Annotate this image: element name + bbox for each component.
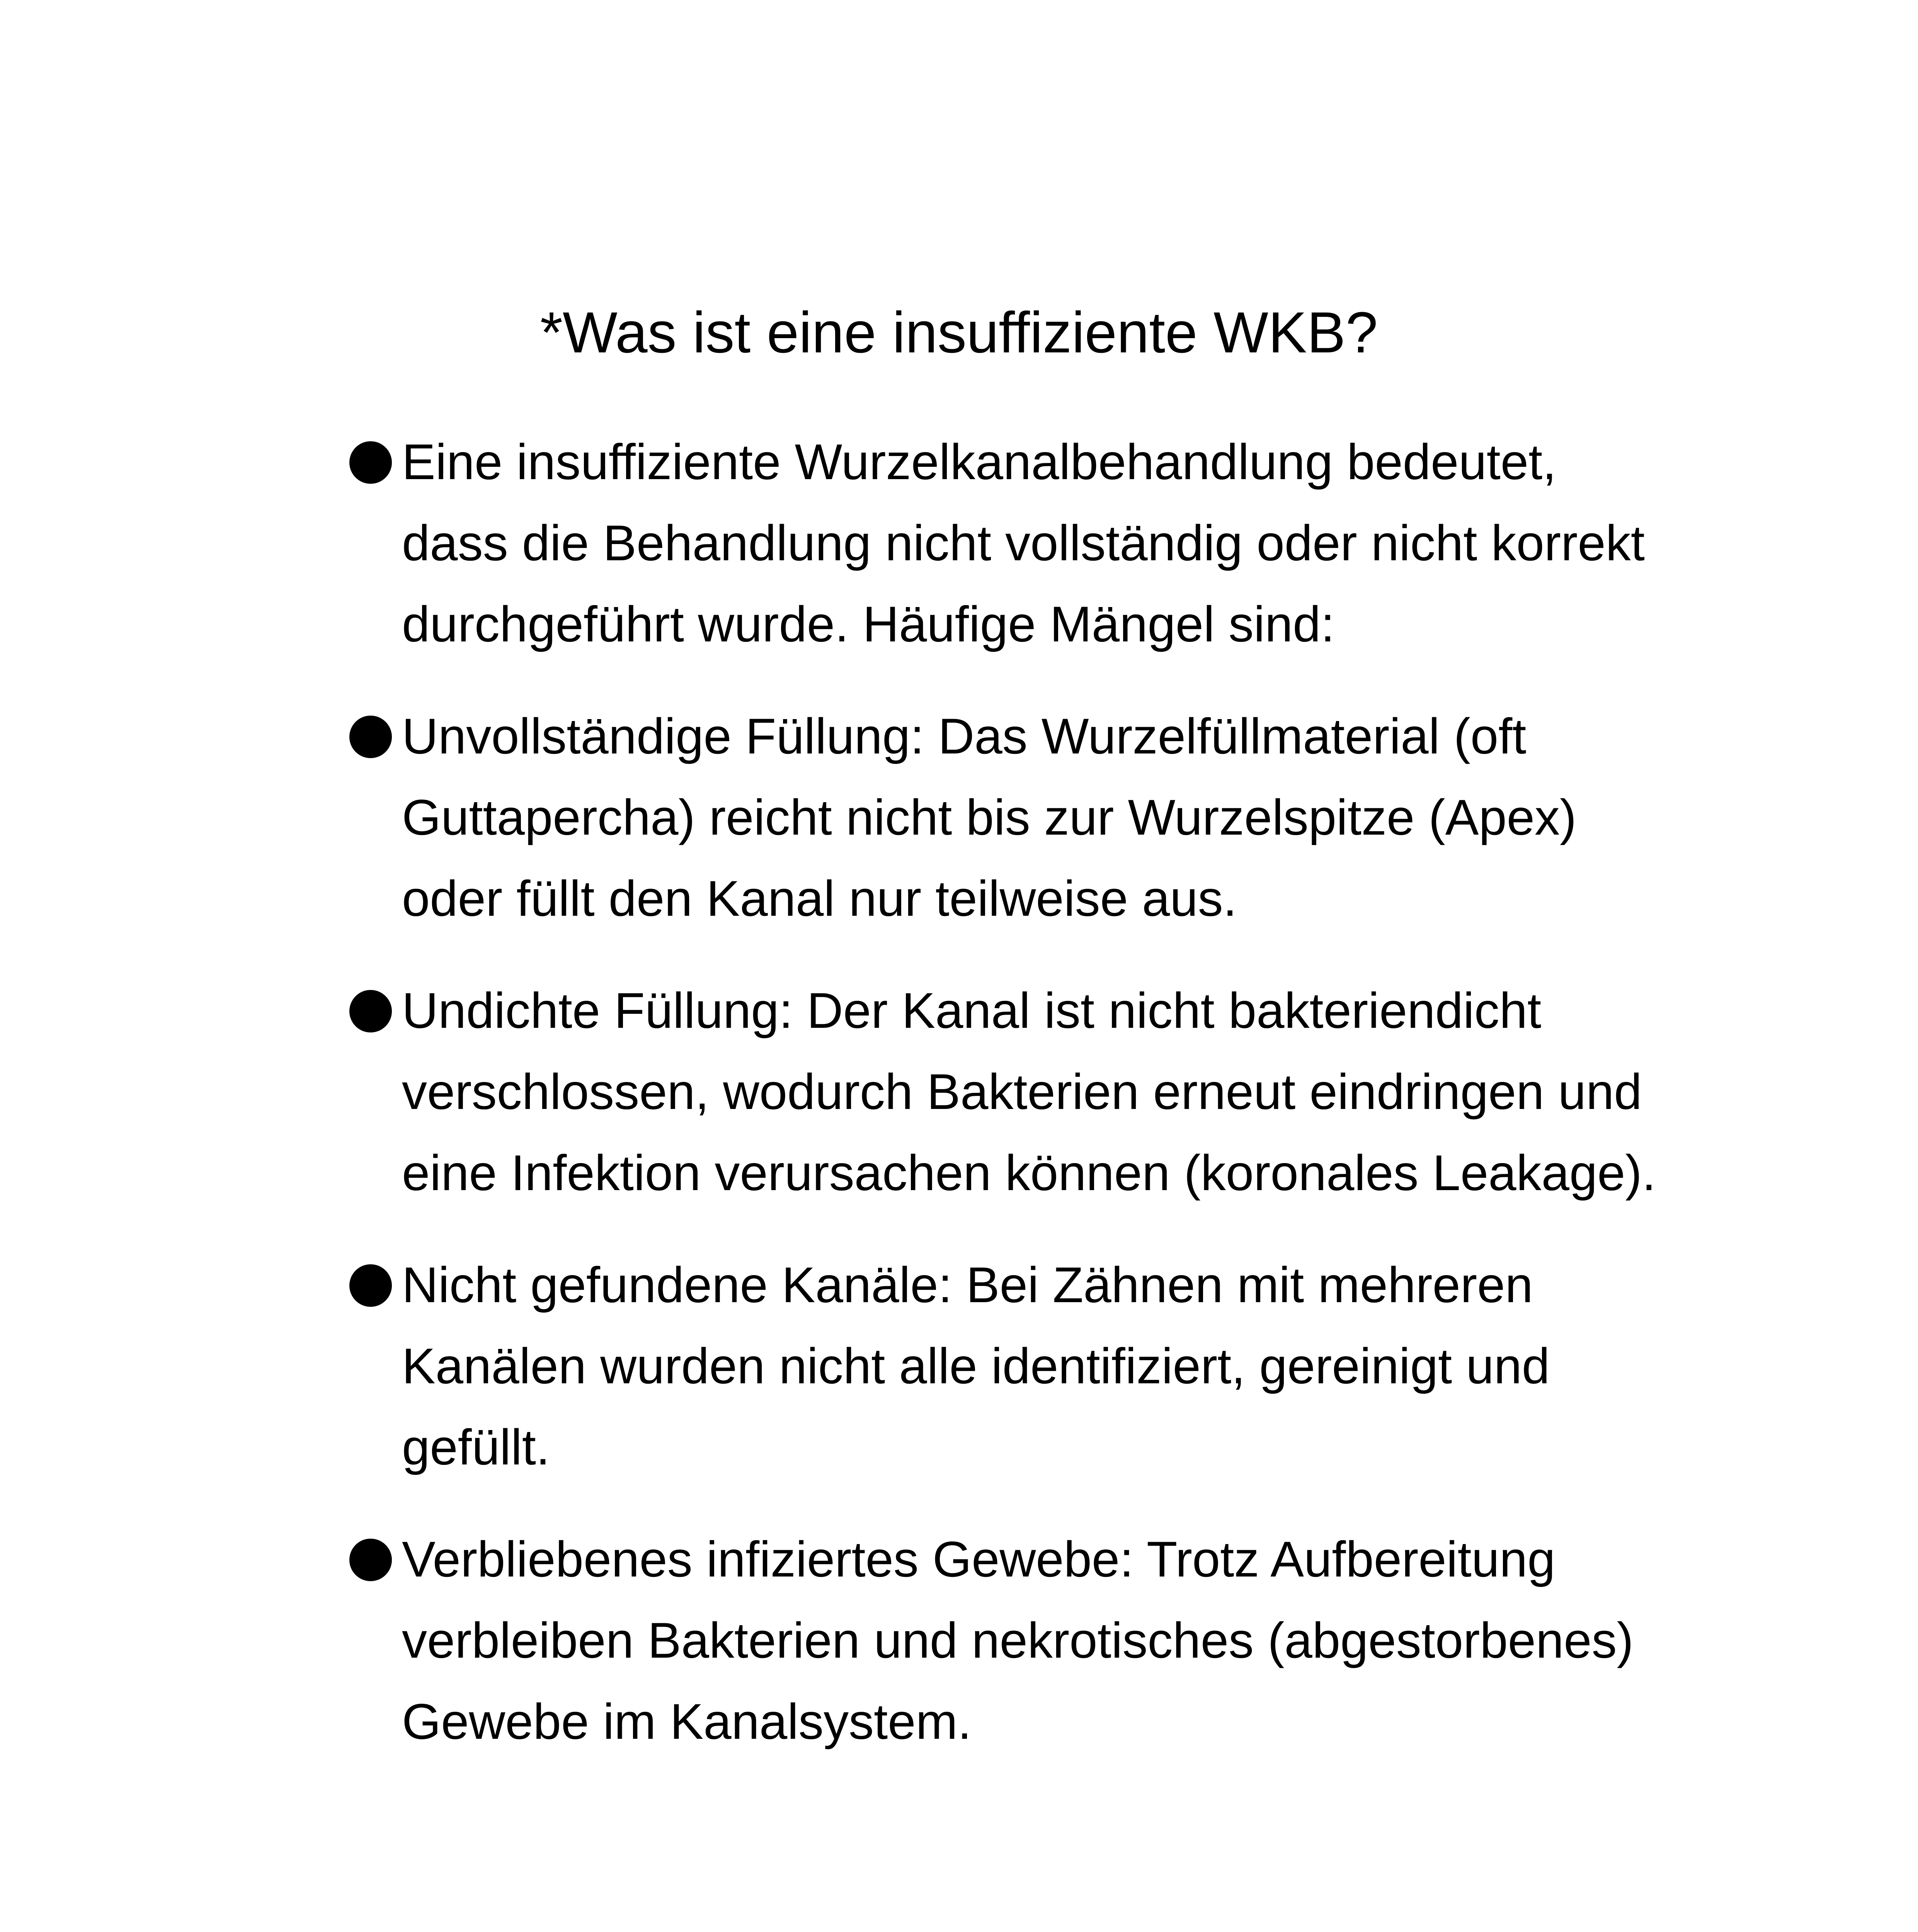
- bullet-dot-icon: [349, 441, 392, 484]
- bullet-dot-icon: [349, 1264, 392, 1307]
- list-item-text: Eine insuffiziente Wurzelkanalbehandlung bedeutet, dass die Behandlung nicht vollständig oder nicht korrekt durchgeführt wurde. Häufige Mängel sind:: [402, 434, 1645, 652]
- list-item-text: Verbliebenes infiziertes Gewebe: Trotz Aufbereitung verbleiben Bakterien und nekrotisches (abgestorbenes) Gewebe im Kanalsystem.: [402, 1531, 1634, 1750]
- page-title: *Was ist eine insuffiziente WKB?: [540, 300, 1378, 365]
- bullet-dot-icon: [349, 1539, 392, 1581]
- list-item: [344, 421, 1658, 665]
- list-item-text: Unvollständige Füllung: Das Wurzelfüllmaterial (oft Guttapercha) reicht nicht bis zur Wurzelspitze (Apex) oder füllt den Kanal nur teilweise aus.: [402, 708, 1577, 927]
- list-item-text: Nicht gefundene Kanäle: Bei Zähnen mit mehreren Kanälen wurden nicht alle identifiziert, gereinigt und gefüllt.: [402, 1257, 1550, 1475]
- bullet-list: [344, 421, 1658, 1793]
- list-item: [344, 1519, 1658, 1762]
- bullet-dot-icon: [349, 990, 392, 1032]
- list-item: [344, 970, 1658, 1213]
- list-item: [344, 1244, 1658, 1488]
- bullet-dot-icon: [349, 716, 392, 758]
- list-item-text: Undichte Füllung: Der Kanal ist nicht bakteriendicht verschlossen, wodurch Bakterien erneut eindringen und eine Infektion verursachen können (koronales Leakage).: [402, 982, 1656, 1201]
- list-item: [344, 696, 1658, 939]
